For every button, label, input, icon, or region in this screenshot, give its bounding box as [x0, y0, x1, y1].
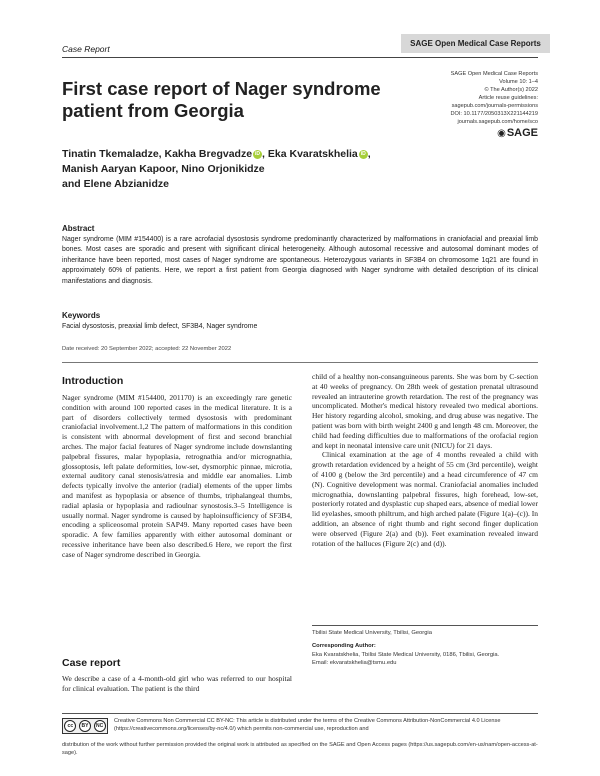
case-report-body: We describe a case of a 4-month-old girl who was referred to our hospital for clinical evaluation. The patient is the third — [62, 674, 292, 693]
sage-logo — [497, 127, 538, 139]
orcid-icon[interactable]: iD — [360, 151, 366, 157]
cc-license-badge[interactable] — [62, 718, 108, 734]
paragraph: Clinical examination at the age of 4 months revealed a child with growth retardation evidenced by a height of 55 cm (3rd percentile), weight of 4100 g (below the 3rd percentile) and a head circumference of 47 cm (N). Cognitive development was normal. Craniofacial anomalies included micrognathia, downslanting palpebral fissures, high forehead, low-set, posteriorly rotated and dysplastic cup shaped ears, absence of medial lower lid eyelashes, smooth philtrum, and high arched palate (Figure 1(a)–(c)). In addition, an absence of right thumb and right second finger duplication were observed (Figure 2(a) and (b)). Feet examination revealed inward rotation of the halluces (Figure 2(c) and (d)). — [312, 450, 538, 548]
by-icon: BY — [79, 720, 91, 732]
keywords-body: Facial dysostosis, preaxial limb defect, SF3B4, Nager syndrome — [62, 323, 258, 330]
author-line-2: Manish Aaryan Kapoor, Nino Orjonikidze — [62, 163, 265, 175]
abstract-heading: Abstract — [62, 224, 95, 233]
section-divider — [62, 362, 538, 363]
author-list — [62, 147, 442, 192]
keywords-heading: Keywords — [62, 311, 101, 320]
nc-icon: NC — [94, 720, 106, 732]
introduction-heading: Introduction — [62, 375, 124, 387]
sage-logo-icon: ◉ — [497, 128, 506, 139]
article-title: First case report of Nager syndrome patient from Georgia — [62, 78, 381, 121]
sage-logo-text: SAGE — [506, 127, 538, 139]
introduction-body: Nager syndrome (MIM #154400, 201170) is an exceedingly rare genetic condition with around 100 reported cases in the medical literature. It is a part of disorders collectively termed dysostosis with predominant craniofacial involvement.1,2 The pattern of malformations in this condition is consistent with abnormal development of first and second branchial arches. The major facial features of Nager syndrome include downslanting palpebral fissures, malar hypoplasia, retrognathia and/or micrognathia, glossoptosis, left palate deformities, low-set, dysmorphic pinnae, microtia, external auditory canal stenosis/atresia and middle ear anomalies. Limb defects typically involve the anterior (radial) elements of the upper limbs and manifest as hypoplasia or absence of thumbs, triphalangeal thumbs, radial aplasia or hypoplasia and radioulnar synostosis.3–5 Intelligence is usually normal. Nager syndrome is caused by haploinsufficiency of SF3B4, encoding a spliceosomal protein SAP49. Many reported cases have been sporadic. A few families apparently with either autosomal dominant or recessive inheritance have been also described.6 Here, we report the first case of Nager syndrome described in Georgia. — [62, 393, 292, 559]
author-line-3: and Elene Abzianidze — [62, 178, 169, 190]
case-report-heading: Case report — [62, 657, 121, 669]
corresponding-address: Eka Kvaratskhelia, Tbilisi State Medical University, 0186, Tbilisi, Georgia. — [312, 652, 500, 658]
authors-part-1: Tinatin Tkemaladze, Kakha Bregvadze — [62, 148, 253, 160]
header-divider — [62, 57, 538, 58]
meta-volume: Volume 10: 1–4 — [499, 79, 538, 85]
submission-dates: Date received: 20 September 2022; accepted: 22 November 2022 — [62, 346, 232, 352]
cc-icon: cc — [64, 720, 76, 732]
corresponding-email[interactable]: Email: ekvaratskhelia@tsmu.edu — [312, 660, 397, 666]
right-column-text — [312, 372, 538, 548]
corresponding-author-label: Corresponding Author: — [312, 643, 376, 649]
authors-line-end: , — [367, 148, 371, 160]
section-label: Case Report — [62, 44, 110, 54]
journal-tab: SAGE Open Medical Case Reports — [401, 34, 550, 53]
meta-journal-link[interactable]: journals.sagepub.com/home/sco — [457, 119, 538, 125]
meta-copyright: © The Author(s) 2022 — [484, 87, 538, 93]
abstract-body: Nager syndrome (MIM #154400) is a rare acrofacial dysostosis syndrome predominantly characterized by malformations in craniofacial and preaxial limb bones. Most cases are sporadic and present with significant clinical heterogeneity. Although autosomal recessive and autosomal dominant modes of inheritance have been reported, most cases of Nager syndrome are spontaneous. Heterozygous variants in SF3B4 on chromosome 1q21 are found in approximately 60% of patients. Here, we report a first patient from Georgia diagnosed with Nager syndrome with detailed description of its clinical manifestations and diagnosis. — [62, 236, 538, 285]
authors-part-2: , Eka Kvaratskhelia — [262, 148, 358, 160]
license-text: Creative Commons Non Commercial CC BY-NC: This article is distributed under the terms of the Creative Commons Attribution-NonCommercial 4.0 License (https://creativecommons.org/licenses/by-nc/4.0/) which permits non-commercial use, reproduction and — [114, 718, 501, 733]
corresponding-author-details — [312, 651, 538, 667]
meta-doi[interactable]: DOI: 10.1177/2050313X221144219 — [450, 111, 538, 117]
affiliation: Tbilisi State Medical University, Tbilisi, Georgia — [312, 630, 432, 636]
meta-reuse-link[interactable]: sagepub.com/journals-permissions — [451, 103, 538, 109]
footer-divider — [62, 713, 538, 714]
article-metadata — [378, 70, 538, 126]
author-line-1 — [62, 147, 442, 162]
meta-journal: SAGE Open Medical Case Reports — [450, 71, 538, 77]
orcid-icon[interactable]: iD — [255, 151, 261, 157]
meta-reuse-label: Article reuse guidelines: — [478, 95, 538, 101]
license-text-continued: distribution of the work without further permission provided the original work is attributed as specified on the SAGE and Open Access pages (https://us.sagepub.com/en-us/nam/open-access-at-sage). — [62, 742, 538, 757]
affiliation-divider — [312, 625, 538, 626]
paragraph: child of a healthy non-consanguineous parents. She was born by C-section at 40 weeks of pregnancy. On 28th week of gestation prenatal ultrasound revealed an intrauterine growth retardation. The rest of the pregnancy was uncomplicated. Mother's medical history revealed two medical abortions. Her history regarding alcohol, smoking, and drug abuse was negative. The patient was born with birth weight 2400 g and length 48 cm. Moreover, the child had feeding difficulties due to malformations of the orofacial region and kept in neonatal intensive care unit (NICU) for 21 days. — [312, 372, 538, 450]
